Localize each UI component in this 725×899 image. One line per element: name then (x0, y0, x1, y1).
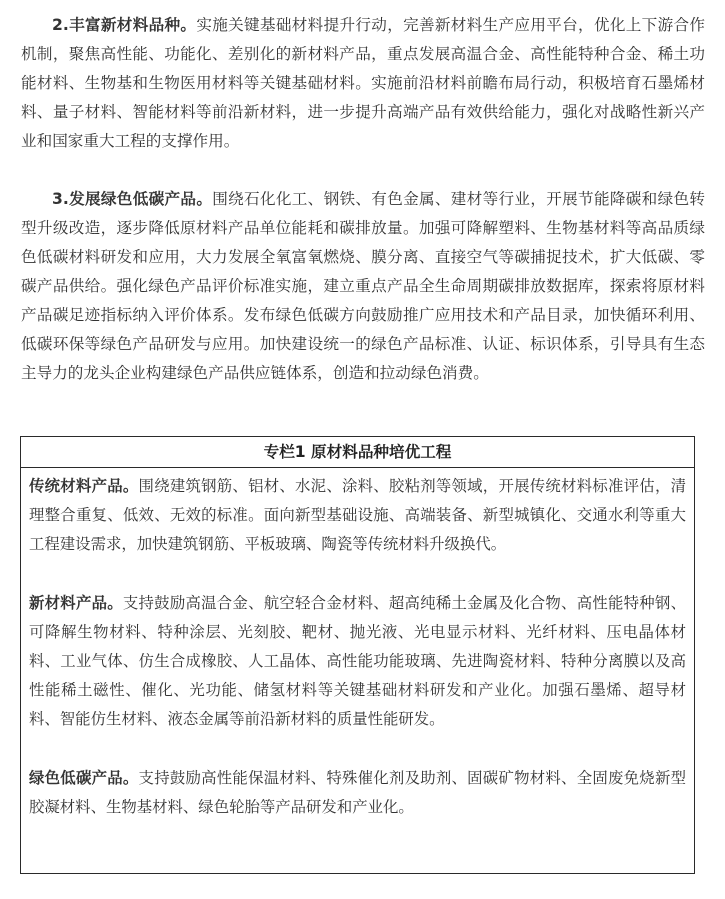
feature-box-body (21, 468, 694, 822)
box-item-new-materials (29, 589, 686, 735)
feature-box (20, 436, 695, 874)
box-item-green-low-carbon (29, 764, 686, 822)
section-3-heading: 3.发展绿色低碳产品。 (52, 190, 213, 208)
box-item-heading: 传统材料产品。 (29, 477, 139, 495)
section-2-body: 实施关键基础材料提升行动，完善新材料生产应用平台，优化上下游合作机制，聚焦高性能、功能化、差别化的新材料产品，重点发展高温合金、高性能特种合金、稀土功能材料、生物基和生物医用材料等关键基础材料。实施前沿材料前瞻布局行动，积极培育石墨烯材料、量子材料、智能材料等前沿新材料，进一步提升高端产品有效供给能力，强化对战略性新兴产业和国家重大工程的支撑作用。 (21, 16, 705, 150)
section-2-heading: 2.丰富新材料品种。 (52, 16, 197, 34)
section-3-body: 围绕石化化工、钢铁、有色金属、建材等行业，开展节能降碳和绿色转型升级改造，逐步降低原材料产品单位能耗和碳排放量。加强可降解塑料、生物基材料等高品质绿色低碳材料研发和应用，大力发展全氧富氧燃烧、膜分离、直接空气等碳捕捉技术，扩大低碳、零碳产品供给。强化绿色产品评价标准实施，建立重点产品全生命周期碳排放数据库，探索将原材料产品碳足迹指标纳入评价体系。发布绿色低碳方向鼓励推广应用技术和产品目录，加快循环利用、低碳环保等绿色产品研发与应用。加快建设统一的绿色产品标准、认证、标识体系，引导具有生态主导力的龙头企业构建绿色产品供应链体系，创造和拉动绿色消费。 (21, 190, 705, 382)
box-item-heading: 绿色低碳产品。 (29, 768, 139, 787)
box-item-body: 围绕建筑钢筋、铝材、水泥、涂料、胶粘剂等领域，开展传统材料标准评估，清理整合重复、低效、无效的标准。面向新型基础设施、高端装备、新型城镇化、交通水利等重大工程建设需求，加快建筑钢筋、平板玻璃、陶瓷等传统材料升级换代。 (29, 477, 686, 554)
box-item-heading: 新材料产品。 (29, 593, 123, 612)
box-item-body: 支持鼓励高温合金、航空轻合金材料、超高纯稀土金属及化合物、高性能特种钢、可降解生物材料、特种涂层、光刻胶、靶材、抛光液、光电显示材料、光纤材料、压电晶体材料、工业气体、仿生合成橡胶、人工晶体、高性能功能玻璃、先进陶瓷材料、特种分离膜以及高性能稀土磁性、催化、光功能、储氢材料等关键基础材料研发和产业化。加强石墨烯、超导材料、智能仿生材料、液态金属等前沿新材料的质量性能研发。 (29, 593, 686, 729)
section-3-paragraph (21, 185, 705, 388)
section-2-paragraph (21, 11, 705, 156)
box-item-body: 支持鼓励高性能保温材料、特殊催化剂及助剂、固碳矿物材料、全固废免烧新型胶凝材料、生物基材料、绿色轮胎等产品研发和产业化。 (29, 768, 686, 816)
box-item-traditional-materials (29, 472, 686, 560)
feature-box-title: 专栏1 原材料品种培优工程 (21, 437, 694, 468)
